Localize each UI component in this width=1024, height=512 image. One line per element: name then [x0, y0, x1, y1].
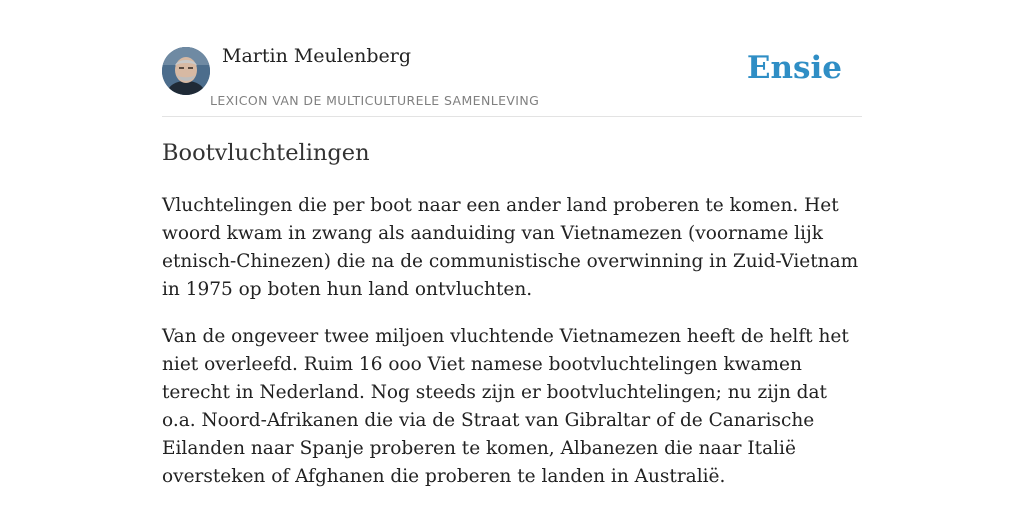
publication-subtitle[interactable]: LEXICON VAN DE MULTICULTURELE SAMENLEVING	[210, 93, 540, 108]
avatar-portrait-icon	[162, 47, 210, 95]
author-name[interactable]: Martin Meulenberg	[222, 45, 411, 67]
article-paragraph-1: Vluchtelingen die per boot naar een ander land proberen te komen. Het woord kwam in zwang als aanduiding van Vietnamezen (voorname lijk etnisch-Chinezen) die na de communistische overwinning in Zuid-Vietnam in 1975 op boten hun land ontvluchten.	[162, 195, 859, 300]
article-paragraph-2: Van de ongeveer twee miljoen vluchtende Vietnamezen heeft de helft het niet overleefd. Ruim 16 ooo Viet namese bootvluchtelingen kwamen terecht in Nederland. Nog steeds zijn er bootvluchtelingen; nu zijn dat o.a. Noord-Afrikanen die via de Straat van Gibraltar of de Canarische Eilanden naar Spanje proberen te komen, Albanezen die naar Italië oversteken of Afghanen die proberen te landen in Australië.	[162, 326, 849, 487]
article-title: Bootvluchtelingen	[162, 140, 370, 166]
author-avatar[interactable]	[162, 47, 210, 95]
ensie-logo[interactable]: Ensie	[746, 50, 842, 86]
header	[162, 0, 862, 117]
